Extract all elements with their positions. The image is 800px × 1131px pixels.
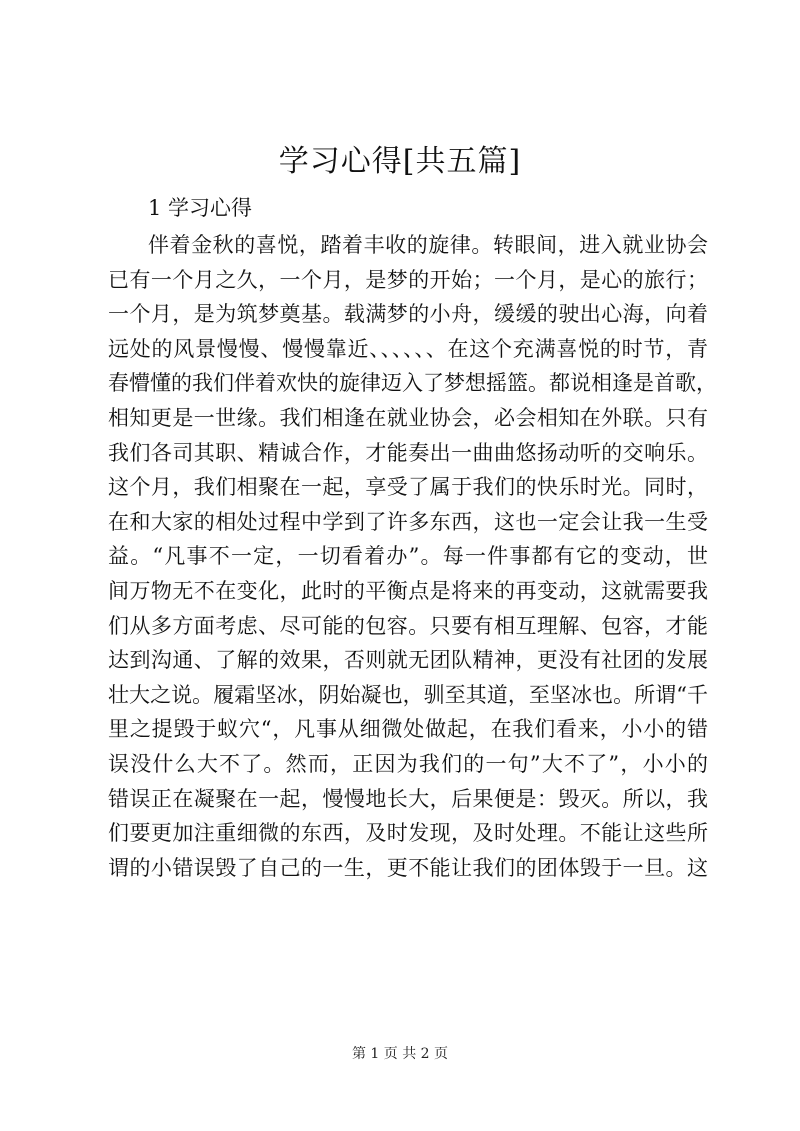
text-line: 误没什么大不了。然而，正因为我们的一句”大不了”，小小的 — [108, 751, 708, 776]
text-line: 们从多方面考虑、尽可能的包容。只要有相互理解、包容，才能 — [108, 613, 708, 638]
body-paragraph — [108, 228, 717, 885]
text-line: 谓的小错误毁了自己的一生，更不能让我们的团体毁于一旦。这 — [108, 855, 708, 880]
text-line: 们要更加注重细微的东西，及时发现，及时处理。不能让这些所 — [108, 821, 708, 846]
text-line: 一个月，是为筑梦奠基。载满梦的小舟，缓缓的驶出心海，向着 — [108, 302, 708, 327]
text-line: 间万物无不在变化，此时的平衡点是将来的再变动，这就需要我 — [108, 578, 708, 603]
text-line: 伴着金秋的喜悦，踏着丰收的旋律。转眼间，进入就业协会 — [148, 233, 708, 257]
text-line: 这个月，我们相聚在一起，享受了属于我们的快乐时光。同时， — [108, 475, 708, 500]
text-line: 壮大之说。履霜坚冰，阴始凝也，驯至其道，至坚冰也。所谓“千 — [108, 682, 708, 707]
text-line: 相知更是一世缘。我们相逢在就业协会，必会相知在外联。只有 — [108, 405, 708, 430]
text-line: 在和大家的相处过程中学到了许多东西，这也一定会让我一生受 — [108, 509, 708, 534]
section-heading: 1 学习心得 — [148, 196, 253, 220]
text-line: 错误正在凝聚在一起，慢慢地长大，后果便是：毁灭。所以，我 — [108, 786, 708, 811]
text-line: 我们各司其职、精诚合作，才能奏出一曲曲悠扬动听的交响乐。 — [108, 440, 708, 465]
document-title: 学习心得[共五篇] — [278, 144, 522, 179]
text-line: 达到沟通、了解的效果，否则就无团队精神，更没有社团的发展 — [108, 648, 708, 673]
text-line: 远处的风景慢慢、慢慢靠近、、、、、、在这个充满喜悦的时节，青 — [108, 336, 708, 361]
text-line: 已有一个月之久，一个月，是梦的开始；一个月，是心的旅行； — [108, 267, 708, 292]
text-line: 里之提毁于蚁穴“，凡事从细微处做起，在我们看来，小小的错 — [108, 717, 708, 742]
text-line: 春懵懂的我们伴着欢快的旋律迈入了梦想摇篮。都说相逢是首歌， — [108, 371, 717, 396]
page-footer: 第 1 页 共 2 页 — [351, 1046, 449, 1062]
text-line: 益。“凡事不一定，一切看着办”。每一件事都有它的变动，世 — [108, 544, 708, 569]
